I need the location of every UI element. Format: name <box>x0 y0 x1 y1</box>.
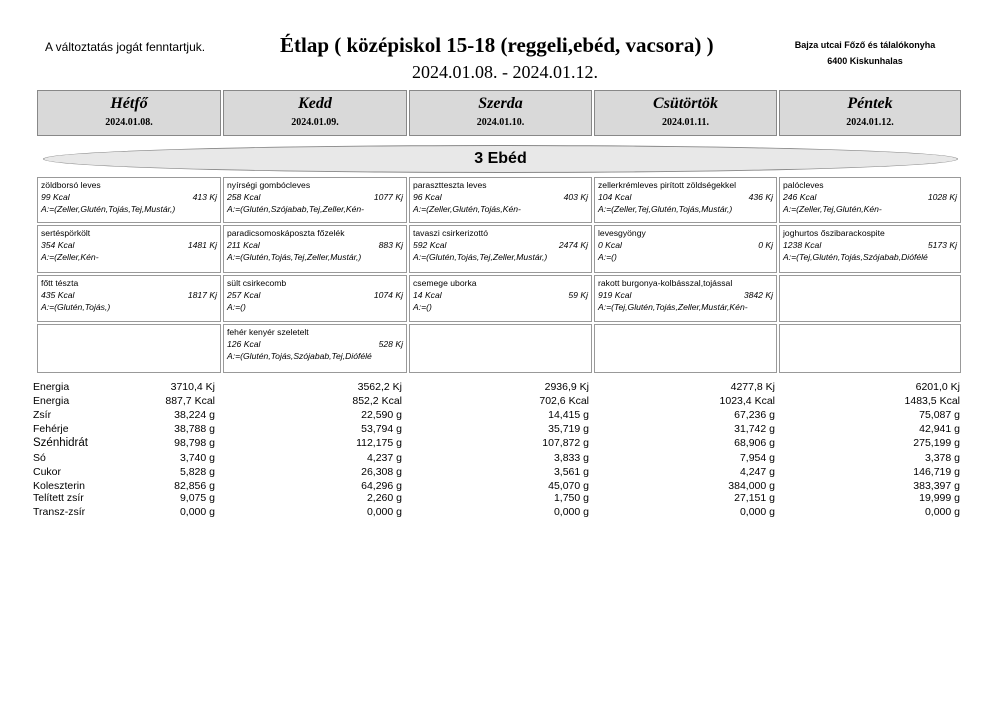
menu-item-cell <box>409 275 592 322</box>
dish-kcal: 592 Kcal <box>413 240 447 250</box>
dish-allergens: A:=(Zeller,Kén- <box>41 252 99 262</box>
day-header <box>37 90 221 136</box>
dish-name: nyírségi gombócleves <box>227 180 311 190</box>
dish-kcal: 0 Kcal <box>598 240 622 250</box>
menu-item-cell <box>779 177 961 223</box>
nutrient-value: 2936,9 Kj <box>544 381 589 393</box>
nutrient-value: 3710,4 Kj <box>170 381 215 393</box>
nutrient-value: 3562,2 Kj <box>357 381 402 393</box>
nutrient-value: 887,7 Kcal <box>165 395 215 407</box>
energy-row <box>598 191 773 203</box>
dish-name: tavaszi csirkerizottó <box>413 228 488 238</box>
nutrient-label: Zsír <box>33 409 52 421</box>
day-date: 2024.01.09. <box>291 117 339 128</box>
dish-name: paradicsomoskáposzta főzelék <box>227 228 345 238</box>
nutrient-value: 45,070 g <box>548 480 589 492</box>
dish-allergens: A:=(Tej,Glutén,Tojás,Zeller,Mustár,Kén- <box>598 302 748 312</box>
dish-kj: 1074 Kj <box>373 290 403 300</box>
dish-name: sertéspörkölt <box>41 228 91 238</box>
dish-name: főtt tészta <box>41 278 79 288</box>
nutrient-value: 3,561 g <box>553 466 589 478</box>
menu-item-cell <box>37 177 221 223</box>
empty-menu-cell <box>594 324 777 373</box>
menu-item-cell <box>223 275 407 322</box>
nutrient-label: Koleszterin <box>33 480 85 492</box>
day-name: Péntek <box>847 95 893 112</box>
disclaimer-text: A változtatás jogát fenntartjuk. <box>45 40 206 54</box>
dish-name: rakott burgonya-kolbásszal,tojással <box>598 278 733 288</box>
dish-kj: 2474 Kj <box>558 240 588 250</box>
menu-item-cell <box>409 225 592 273</box>
dish-kj: 1077 Kj <box>373 192 403 202</box>
energy-row <box>783 239 957 251</box>
date-range: 2024.01.08. - 2024.01.12. <box>412 62 598 82</box>
nutrient-label: Energia <box>33 395 70 407</box>
dish-allergens: A:=() <box>227 302 246 312</box>
nutrient-value: 42,941 g <box>919 423 960 435</box>
menu-item-cell <box>409 177 592 223</box>
nutrient-value: 75,087 g <box>919 409 960 421</box>
energy-row <box>598 289 773 301</box>
energy-row <box>413 289 588 301</box>
nutrient-value: 107,872 g <box>542 437 589 449</box>
menu-item-cell <box>594 275 777 322</box>
day-date: 2024.01.10. <box>476 117 525 128</box>
energy-row <box>227 191 403 203</box>
nutrient-value: 146,719 g <box>913 466 960 478</box>
nutrient-value: 852,2 Kcal <box>352 395 402 407</box>
dish-kj: 413 Kj <box>192 192 217 202</box>
dish-kcal: 257 Kcal <box>227 290 261 300</box>
empty-menu-cell <box>779 324 961 373</box>
nutrient-value: 2,260 g <box>366 492 402 504</box>
nutrient-value: 0,000 g <box>553 506 589 518</box>
dish-kj: 1481 Kj <box>187 240 217 250</box>
menu-item-cell <box>779 225 961 273</box>
nutrient-value: 27,151 g <box>734 492 775 504</box>
nutrient-value: 3,378 g <box>924 452 960 464</box>
dish-name: parasztteszta leves <box>413 180 487 190</box>
menu-item-cell <box>37 275 221 322</box>
dish-kcal: 211 Kcal <box>227 240 260 250</box>
nutrient-value: 5,828 g <box>179 466 215 478</box>
dish-allergens: A:=(Zeller,Glutén,Tojás,Tej,Mustár,) <box>41 204 176 214</box>
dish-allergens: A:=(Glutén,Tojás,) <box>41 302 111 312</box>
day-header <box>409 90 592 136</box>
energy-row <box>413 191 588 203</box>
dish-kcal: 246 Kcal <box>783 192 817 202</box>
empty-menu-cell <box>409 324 592 373</box>
nutrient-value: 384,000 g <box>728 480 775 492</box>
nutrient-label: Fehérje <box>33 423 69 435</box>
dish-kcal: 1238 Kcal <box>783 240 822 250</box>
menu-item-cell <box>223 177 407 223</box>
nutrient-value: 14,415 g <box>548 409 589 421</box>
empty-menu-cell <box>37 324 221 373</box>
nutrient-value: 1483,5 Kcal <box>904 395 960 407</box>
dish-allergens: A:=(Zeller,Tej,Glutén,Kén- <box>783 204 882 214</box>
nutrient-value: 0,000 g <box>739 506 775 518</box>
dish-kcal: 96 Kcal <box>413 192 442 202</box>
dish-allergens: A:=(Glutén,Tojás,Szójabab,Tej,Diófélé <box>227 351 372 361</box>
nutrient-value: 3,740 g <box>179 452 215 464</box>
energy-row <box>41 239 217 251</box>
energy-row <box>227 338 403 350</box>
dish-kcal: 919 Kcal <box>598 290 632 300</box>
nutrient-value: 35,719 g <box>548 423 589 435</box>
menu-item-cell <box>37 225 221 273</box>
nutrient-label: Szénhidrát <box>33 437 88 449</box>
nutrient-label: Só <box>33 452 46 464</box>
dish-kcal: 258 Kcal <box>227 192 261 202</box>
day-name: Csütörtök <box>653 95 718 112</box>
dish-kcal: 99 Kcal <box>41 192 70 202</box>
nutrient-value: 68,906 g <box>734 437 775 449</box>
dish-allergens: A:=(Glutén,Szójabab,Tej,Zeller,Kén- <box>227 204 365 214</box>
dish-kj: 5173 Kj <box>927 240 957 250</box>
dish-kj: 883 Kj <box>378 240 403 250</box>
nutrient-value: 53,794 g <box>361 423 402 435</box>
empty-menu-cell <box>779 275 961 322</box>
nutrient-value: 9,075 g <box>179 492 215 504</box>
nutrient-value: 26,308 g <box>361 466 402 478</box>
dish-name: zellerkrémleves pirított zöldségekkel <box>598 180 737 190</box>
dish-kcal: 354 Kcal <box>41 240 75 250</box>
energy-row <box>413 239 588 251</box>
nutrient-value: 0,000 g <box>366 506 402 518</box>
nutrient-value: 31,742 g <box>734 423 775 435</box>
kitchen-info <box>780 37 950 69</box>
menu-item-cell <box>223 324 407 373</box>
nutrient-label: Telített zsír <box>33 492 84 504</box>
dish-name: sült csirkecomb <box>227 278 287 288</box>
energy-row <box>227 289 403 301</box>
nutrient-value: 3,833 g <box>553 452 589 464</box>
nutrient-value: 6201,0 Kj <box>915 381 960 393</box>
dish-allergens: A:=(Glutén,Tojás,Tej,Zeller,Mustár,) <box>227 252 362 262</box>
menu-item-cell <box>594 177 777 223</box>
nutrient-value: 0,000 g <box>924 506 960 518</box>
nutrient-label: Cukor <box>33 466 62 478</box>
nutrient-value: 64,296 g <box>361 480 402 492</box>
dish-kcal: 104 Kcal <box>598 192 632 202</box>
nutrient-label: Energia <box>33 381 70 393</box>
dish-name: zöldborsó leves <box>41 180 101 190</box>
energy-row <box>227 239 403 251</box>
dish-allergens: A:=() <box>598 252 617 262</box>
nutrient-value: 275,199 g <box>913 437 960 449</box>
nutrient-value: 4,237 g <box>366 452 402 464</box>
dish-allergens: A:=(Tej,Glutén,Tojás,Szójabab,Diófélé <box>783 252 928 262</box>
energy-row <box>41 289 217 301</box>
nutrient-value: 4277,8 Kj <box>730 381 775 393</box>
nutrient-value: 38,788 g <box>174 423 215 435</box>
energy-row <box>41 191 217 203</box>
dish-name: joghurtos őszibarackospite <box>783 228 885 238</box>
day-header <box>594 90 777 136</box>
nutrient-value: 1,750 g <box>553 492 589 504</box>
dish-kcal: 14 Kcal <box>413 290 442 300</box>
nutrient-label: Transz-zsír <box>33 506 86 518</box>
dish-kcal: 435 Kcal <box>41 290 75 300</box>
dish-kj: 59 Kj <box>568 290 588 300</box>
nutrient-value: 112,175 g <box>356 437 402 449</box>
day-name: Szerda <box>478 95 523 112</box>
nutrient-value: 7,954 g <box>739 452 775 464</box>
kitchen-address: 6400 Kiskunhalas <box>827 56 903 66</box>
meal-banner: 3 Ebéd <box>43 145 958 173</box>
nutrient-value: 383,397 g <box>913 480 960 492</box>
day-date: 2024.01.08. <box>105 117 153 128</box>
nutrient-value: 19,999 g <box>919 492 960 504</box>
dish-kj: 528 Kj <box>378 339 403 349</box>
dish-name: palócleves <box>783 180 824 190</box>
nutrient-value: 1023,4 Kcal <box>719 395 775 407</box>
dish-allergens: A:=() <box>413 302 432 312</box>
nutrient-value: 67,236 g <box>734 409 775 421</box>
nutrient-value: 38,224 g <box>174 409 215 421</box>
dish-name: levesgyöngy <box>598 228 646 238</box>
nutrient-value: 82,856 g <box>174 480 215 492</box>
dish-allergens: A:=(Zeller,Glutén,Tojás,Kén- <box>413 204 521 214</box>
nutrient-value: 4,247 g <box>739 466 775 478</box>
day-header <box>779 90 961 136</box>
energy-row <box>783 191 957 203</box>
dish-kj: 1028 Kj <box>927 192 957 202</box>
day-name: Kedd <box>298 95 332 112</box>
nutrient-value: 98,798 g <box>174 437 215 449</box>
dish-kcal: 126 Kcal <box>227 339 261 349</box>
menu-item-cell <box>223 225 407 273</box>
dish-name: csemege uborka <box>413 278 477 288</box>
menu-title: Étlap ( középiskol 15-18 (reggeli,ebéd, vacsora) ) <box>280 33 714 57</box>
day-header <box>223 90 407 136</box>
dish-allergens: A:=(Zeller,Tej,Glutén,Tojás,Mustár,) <box>598 204 733 214</box>
dish-kj: 403 Kj <box>563 192 588 202</box>
energy-row <box>598 239 773 251</box>
menu-item-cell <box>594 225 777 273</box>
nutrient-value: 702,6 Kcal <box>539 395 589 407</box>
dish-kj: 0 Kj <box>758 240 773 250</box>
dish-allergens: A:=(Glutén,Tojás,Tej,Zeller,Mustár,) <box>413 252 548 262</box>
day-date: 2024.01.12. <box>846 117 894 128</box>
nutrient-value: 0,000 g <box>179 506 215 518</box>
day-date: 2024.01.11. <box>662 117 709 128</box>
kitchen-name: Bajza utcai Főző és tálalókonyha <box>794 40 936 50</box>
dish-kj: 3842 Kj <box>743 290 773 300</box>
dish-kj: 1817 Kj <box>187 290 217 300</box>
nutrient-value: 22,590 g <box>361 409 402 421</box>
dish-name: fehér kenyér szeletelt <box>227 327 309 337</box>
day-name: Hétfő <box>110 95 148 112</box>
dish-kj: 436 Kj <box>748 192 773 202</box>
